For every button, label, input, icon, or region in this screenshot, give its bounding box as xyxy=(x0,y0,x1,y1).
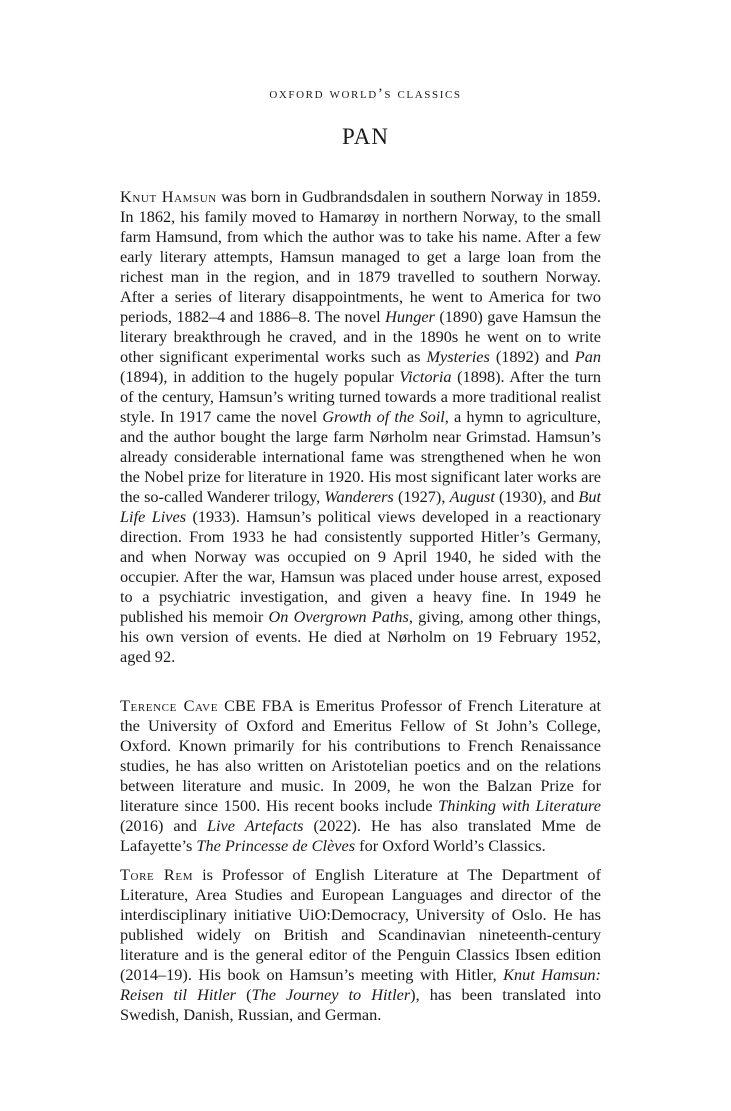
italic-title: Wanderers xyxy=(324,487,394,506)
bio-text: (2022). He has also translated Mme de Lafayette’s xyxy=(120,816,602,855)
bio-text: was born in Gudbrandsdalen in southern Norway in 1859. In 1862, his family moved to Hamarøy in northern Norway, to the small farm Hamsund, from which the author was to take his name. After a few early literary attempts, Hamsun managed to get a large loan from the richest man in the region, and in 1879 travelled to southern Norway. After a series of literary disappointments, he went to America for two periods, 1882–4 and 1886–8. The novel xyxy=(120,187,601,326)
italic-title: August xyxy=(449,487,495,506)
italic-title: On Overgrown Paths xyxy=(268,607,409,626)
bio-text: (1933). Hamsun’s political views developed in a reactionary direction. From 1933 he had consistently supported Hitler’s Germany, and when Norway was occupied on 9 April 1940, he sided with the occupier. After the war, Hamsun was placed under house arrest, exposed to a psychiatric investigation, and given a heavy fine. In 1949 he published his memoir xyxy=(120,507,602,626)
bio-text: (1894), in addition to the hugely popular xyxy=(120,367,400,386)
bio-text: for Oxford World’s Classics. xyxy=(355,836,546,855)
bio-text: (2016) and xyxy=(120,816,207,835)
bio-text: ( xyxy=(236,985,252,1004)
author-bio xyxy=(120,187,601,667)
author-name: Knut Hamsun xyxy=(120,187,217,206)
italic-title: Pan xyxy=(574,347,602,366)
italic-title: The Journey to Hitler xyxy=(251,985,411,1004)
book-title: PAN xyxy=(342,124,389,149)
bio-text: (1930), and xyxy=(494,487,579,506)
bio-text: , a hymn to agriculture, and the author bought the large farm Nørholm near Grimstad. Hamsun’s already considerable international fame was strengthened when he won the Nobel prize for literature in 1920. His most significant later works are the so-called Wanderer trilogy, xyxy=(120,407,602,506)
italic-title: Live Artefacts xyxy=(206,816,304,835)
bio-text: (1890) gave Hamsun the literary breakthrough he craved, and in the 1890s he went on to write other significant experimental works such as xyxy=(120,307,601,366)
italic-title: But Life Lives xyxy=(120,487,602,526)
italic-title: Mysteries xyxy=(426,347,490,366)
bio-text: is Professor of English Literature at The Department of Literature, Area Studies and European Languages and director of the interdisciplinary initiative UiO:Democracy, University of Oslo. He has published widely on British and Scandinavian nineteenth-century literature and is the general editor of the Penguin Classics Ibsen edition (2014–19). His book on Hamsun’s meeting with Hitler, xyxy=(120,865,601,984)
bio-text: (1892) and xyxy=(489,347,575,366)
italic-title: Growth of the Soil xyxy=(322,407,445,426)
italic-title: Knut Hamsun: Reisen til Hitler xyxy=(120,965,601,1004)
editor-name: Tore Rem xyxy=(120,865,194,884)
bio-text: (1898). After the turn of the century, Hamsun’s writing turned towards a more traditional realist style. In 1917 came the novel xyxy=(120,367,602,426)
editor-bio xyxy=(120,865,601,1025)
bio-text: , giving, among other things, his own version of events. He died at Nørholm on 19 February 1952, aged 92. xyxy=(120,607,602,666)
translator-bio xyxy=(120,696,601,856)
bio-text: (1927), xyxy=(393,487,450,506)
italic-title: Thinking with Literature xyxy=(438,796,601,815)
bio-text: CBE FBA is Emeritus Professor of French Literature at the University of Oxford and Emeritus Fellow of St John’s College, Oxford. Known primarily for his contributions to French Renaissance studies, he has also written on Aristotelian poetics and on the relations between literature and music. In 2009, he won the Balzan Prize for literature since 1500. His recent books include xyxy=(120,696,601,815)
italic-title: Victoria xyxy=(399,367,452,386)
series-title: oxford world’s classics xyxy=(269,86,462,102)
italic-title: Hunger xyxy=(385,307,435,326)
italic-title: The Princesse de Clèves xyxy=(196,836,356,855)
translator-name: Terence Cave xyxy=(120,696,219,715)
bio-text: ), has been translated into Swedish, Danish, Russian, and German. xyxy=(120,985,602,1024)
